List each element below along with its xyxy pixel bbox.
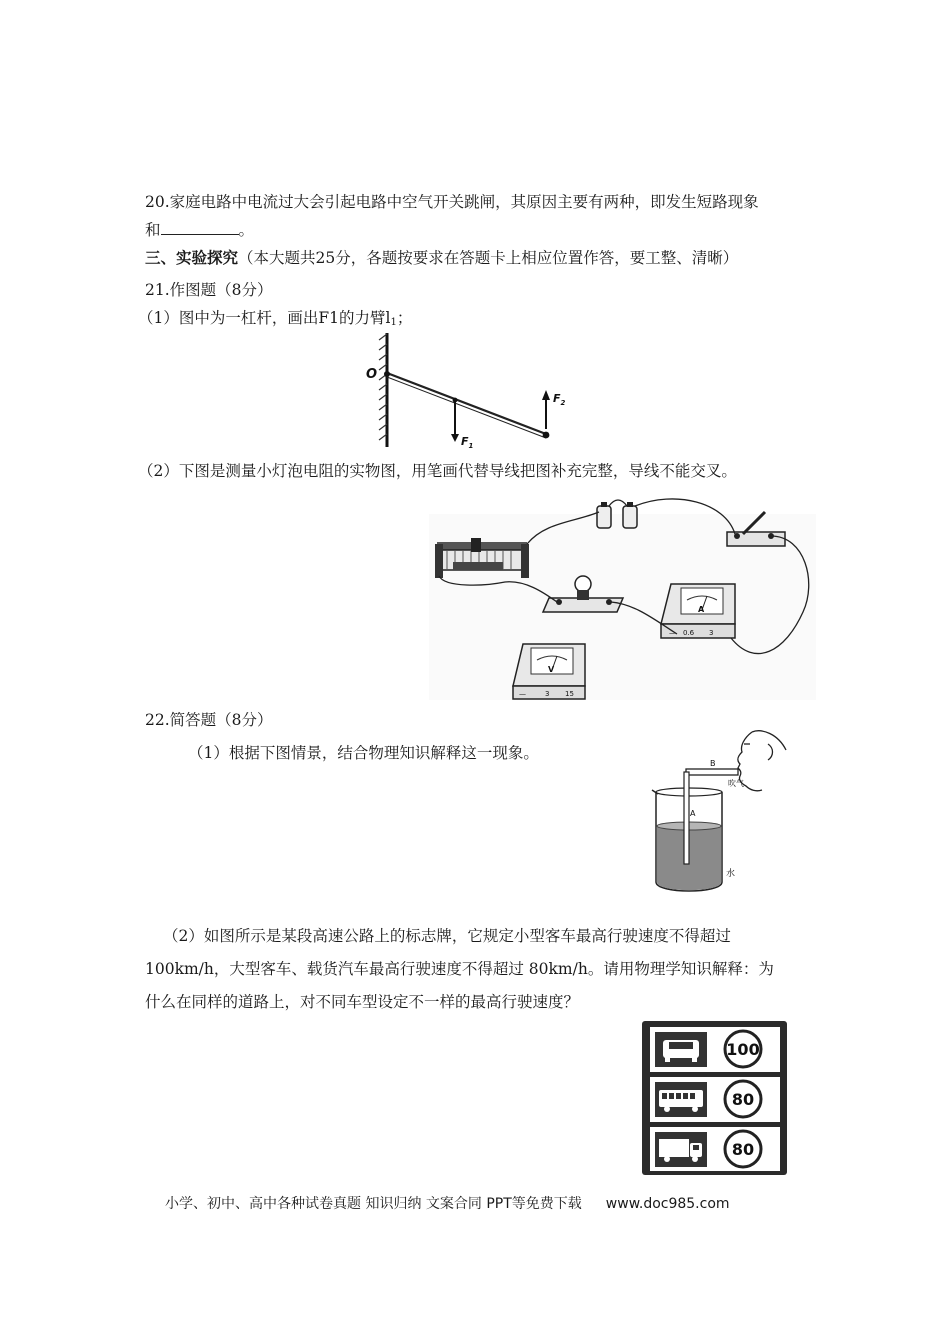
svg-text:100: 100: [726, 1040, 760, 1059]
q22-part2-line3: 什么在同样的道路上，对不同车型设定不一样的最高行驶速度？: [145, 993, 580, 1011]
svg-text:A: A: [698, 605, 705, 614]
tube-a: [684, 772, 689, 864]
ammeter: [661, 584, 735, 638]
svg-text:—: —: [669, 629, 676, 637]
section3-header: [145, 247, 738, 269]
svg-text:—: —: [519, 690, 526, 698]
svg-text:15: 15: [565, 690, 574, 698]
water-label: 水: [726, 869, 736, 879]
section3-title: 三、实验探究: [145, 248, 239, 267]
svg-text:80: 80: [731, 1090, 755, 1109]
circuit-figure: [425, 492, 820, 704]
footer: [165, 1193, 730, 1213]
f2-label: $F_2$: [553, 392, 566, 407]
svg-text:0.6: 0.6: [683, 629, 695, 637]
f2-arrow: [542, 390, 550, 429]
q20-prefix: 和: [145, 221, 161, 239]
q20-line1: 20.家庭电路中电流过大会引起电路中空气开关跳闸，其原因主要有两种，即发生短路现象: [145, 193, 759, 211]
q22-part1: （1）根据下图情景，结合物理知识解释这一现象。: [188, 744, 539, 762]
q22-part2-line2: 100km/h，大型客车、载货汽车最高行驶速度不得超过 80km/h。请用物理学知识解释：为: [145, 960, 774, 978]
q22-part2-line1: （2）如图所示是某段高速公路上的标志牌，它规定小型客车最高行驶速度不得超过: [163, 927, 731, 945]
wall: [379, 333, 387, 447]
q20-suffix: 。: [238, 221, 255, 239]
q21-part1-end: ；: [396, 309, 413, 327]
tube-a-label: A: [690, 809, 696, 818]
q21-part2: （2）下图是测量小灯泡电阻的实物图，用笔画代替导线把图补充完整，导线不能交叉。: [138, 462, 737, 480]
q21-heading: 21.作图题（8分）: [145, 281, 273, 299]
q21-part1-var: l: [385, 309, 391, 327]
tube-b: [686, 769, 738, 775]
q20-line2: [145, 219, 254, 241]
q21-part1-text: （1）图中为一杠杆，画出F1的力臂: [138, 309, 386, 327]
f1-label: $F_1$: [461, 435, 474, 450]
f1-arrow: [451, 400, 459, 442]
tube-b-label: B: [710, 759, 716, 768]
section3-note: （本大题共25分，各题按要求在答题卡上相应位置作答，要工整、清晰）: [238, 249, 739, 267]
q22-heading: 22.简答题（8分）: [145, 711, 273, 729]
svg-text:V: V: [548, 665, 555, 674]
q20-answer-blank: [161, 220, 239, 235]
footer-site-link[interactable]: www.doc985.com: [605, 1196, 730, 1212]
svg-text:80: 80: [731, 1140, 755, 1159]
bus-icon: [655, 1082, 707, 1117]
car-icon: [655, 1032, 707, 1067]
beaker-figure: [640, 730, 790, 900]
svg-text:3: 3: [709, 629, 714, 637]
battery-right: [623, 502, 637, 528]
lever-figure: [360, 330, 566, 450]
voltmeter: [513, 644, 585, 699]
speed-80-circle-bus: [725, 1081, 761, 1117]
footer-text: 小学、初中、高中各种试卷真题 知识归纳 文案合同 PPT等免费下载: [165, 1196, 582, 1212]
svg-text:3: 3: [545, 690, 550, 698]
lever-bar: [384, 371, 549, 438]
truck-icon: [655, 1132, 707, 1167]
blow-label: 吹气: [728, 779, 744, 788]
speed-100-circle: [725, 1031, 761, 1067]
face: [738, 731, 786, 791]
pivot-label: O: [366, 367, 378, 382]
speed-limit-sign: [641, 1020, 788, 1176]
q21-part1-sub: 1: [390, 317, 397, 328]
speed-80-circle-truck: [725, 1131, 761, 1167]
